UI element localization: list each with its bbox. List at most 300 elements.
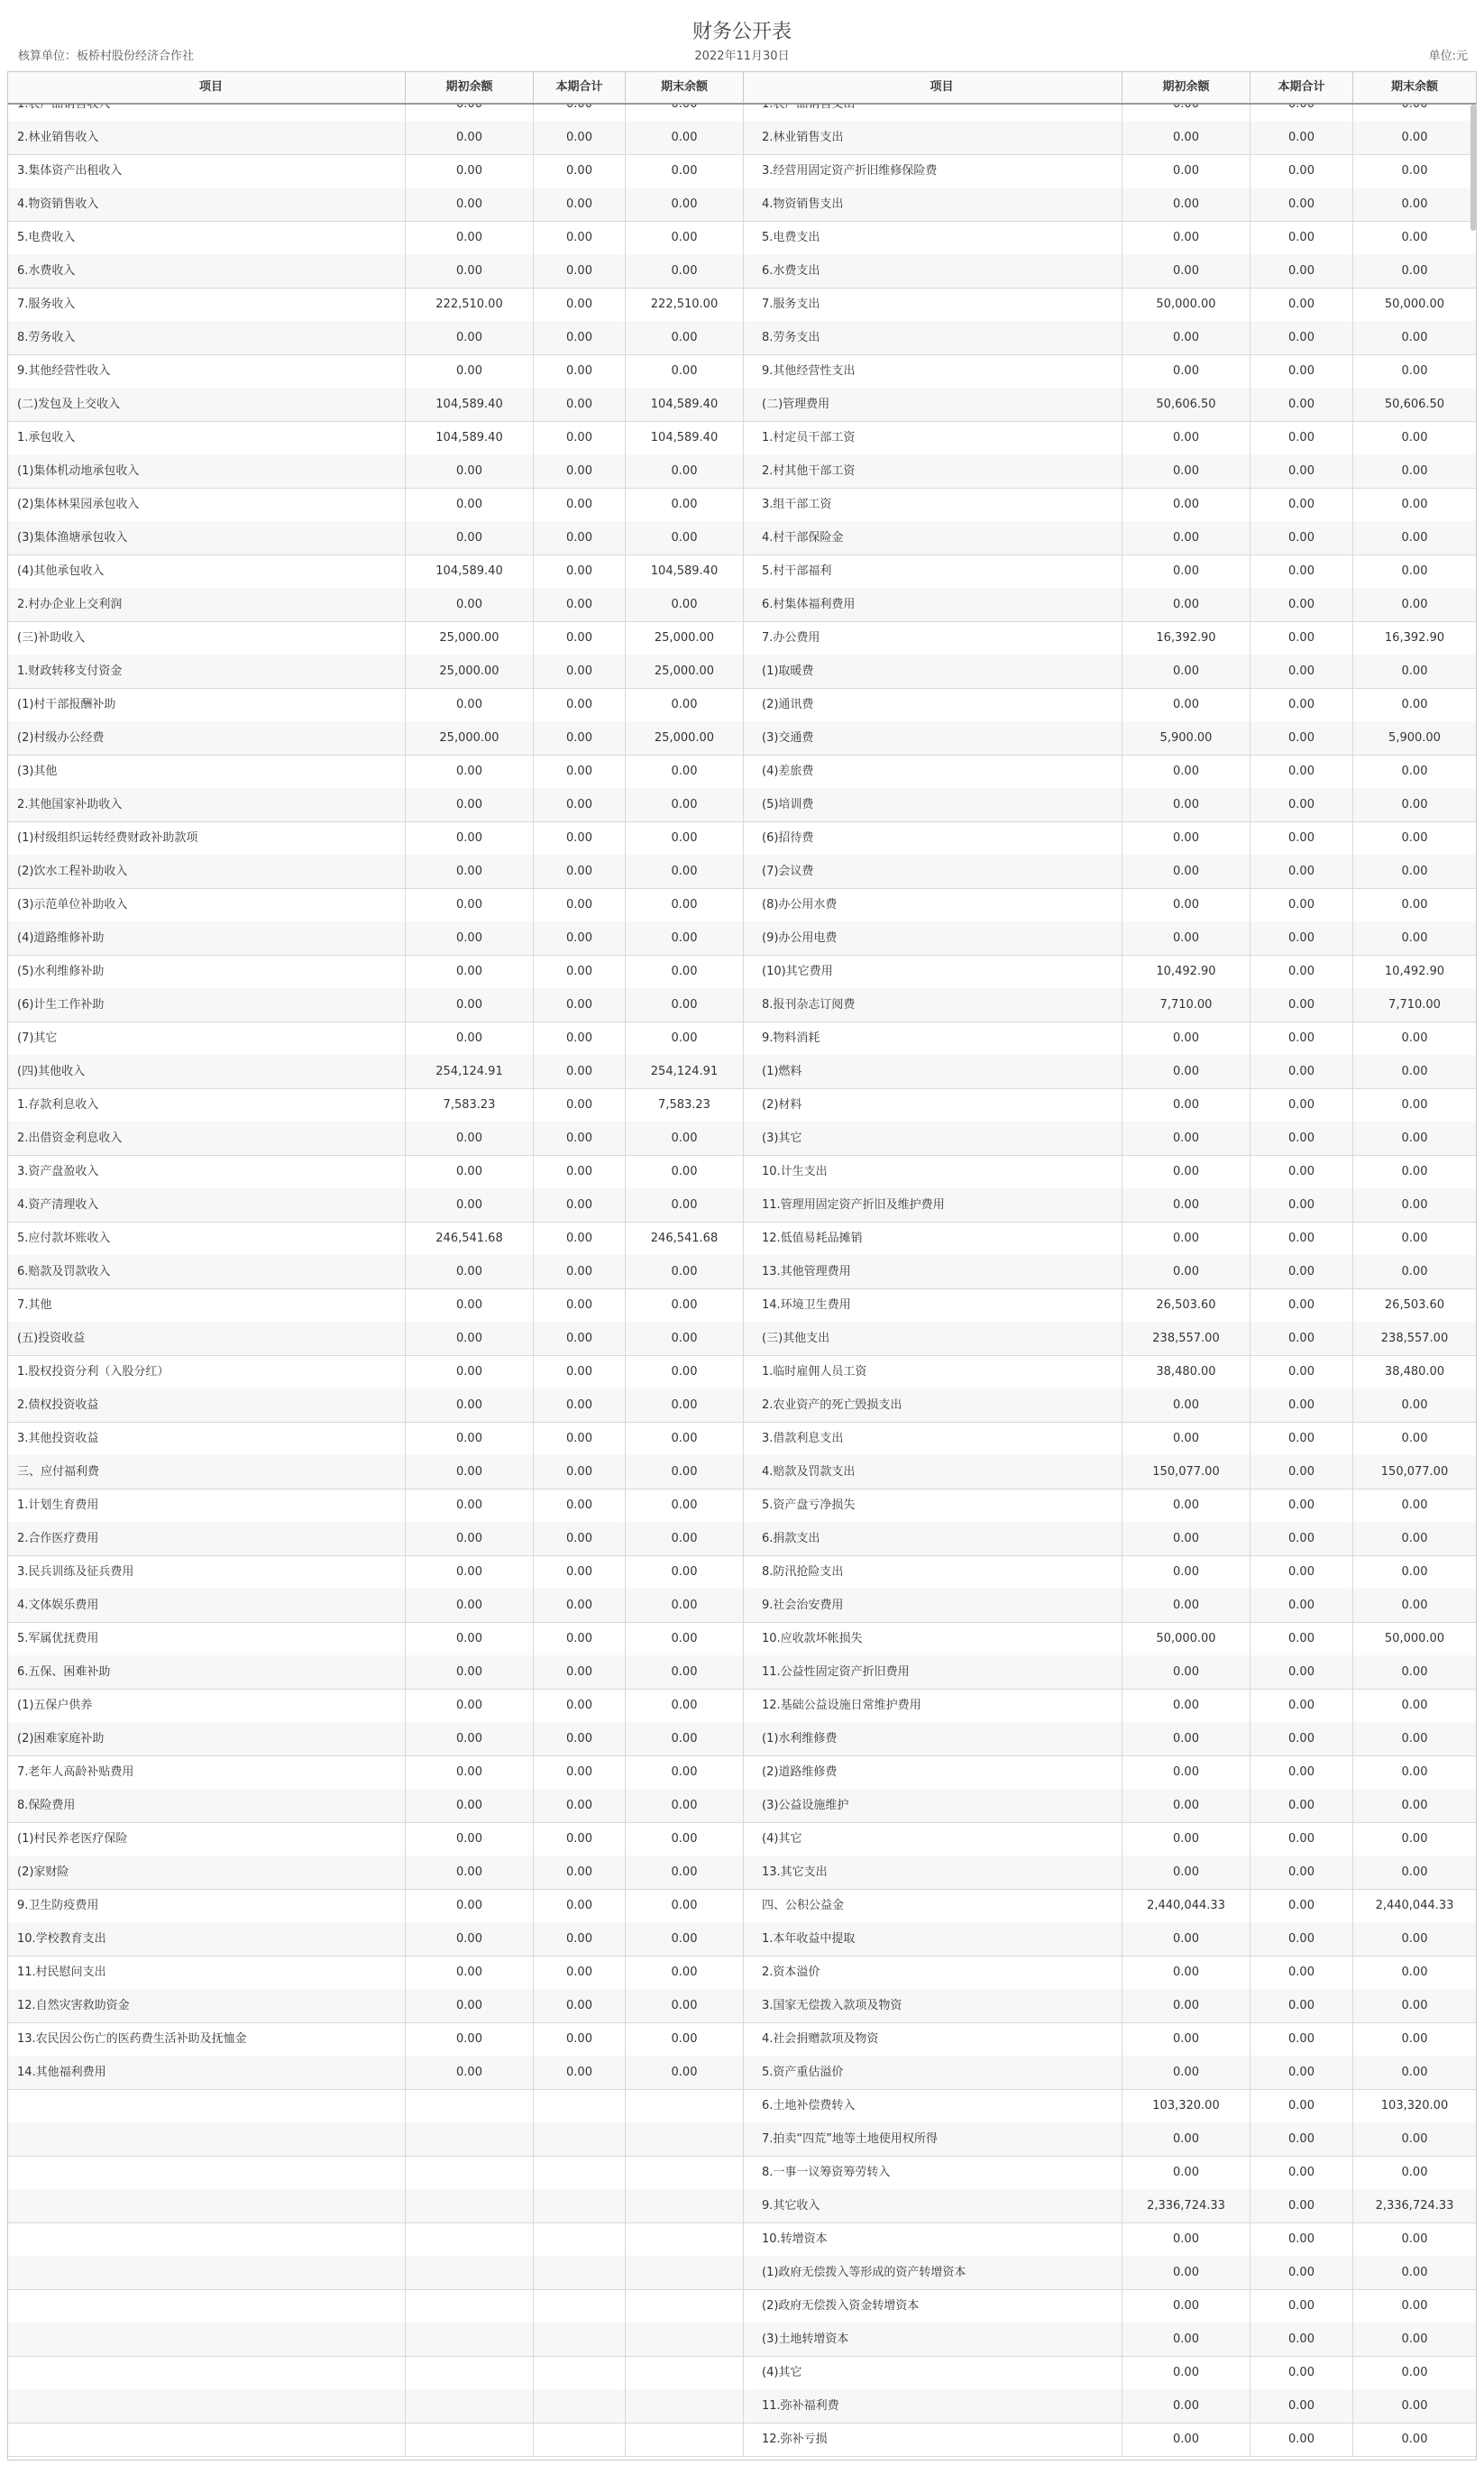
cell-opening-right: 0.00 — [1122, 2222, 1250, 2256]
cell-item-left: 3.其他投资收益 — [8, 1422, 406, 1455]
cell-item-left: 12.自然灾害救助资金 — [8, 1989, 406, 2022]
cell-item-right: 2.林业销售支出 — [744, 121, 1122, 154]
cell-item-left: 9.其他经营性收入 — [8, 354, 406, 388]
cell-closing-right: 0.00 — [1401, 2166, 1428, 2179]
cell-period-left: 0.00 — [534, 955, 626, 988]
cell-opening-left — [406, 2389, 534, 2423]
cell-period-left: 0.00 — [534, 1022, 626, 1055]
cell-period-right: 0.00 — [1250, 588, 1353, 621]
cell-period-left: 0.00 — [534, 721, 626, 755]
cell-closing-right: 0.00 — [1401, 564, 1428, 578]
cell-opening-right: 0.00 — [1122, 1522, 1250, 1555]
cell-opening-right: 0.00 — [1122, 788, 1250, 821]
cell-closing-right: 38,480.00 — [1384, 1365, 1445, 1379]
table-row[interactable] — [8, 354, 1476, 389]
cell-item-right: 2.资本溢价 — [744, 1956, 1122, 1989]
cell-period-right: 0.00 — [1250, 1422, 1353, 1455]
table-row[interactable] — [8, 2356, 1476, 2390]
cell-closing-left: 7,583.23 — [626, 1088, 744, 1122]
cell-period-left: 0.00 — [534, 1956, 626, 1989]
header-period-left[interactable]: 本期合计 — [534, 72, 626, 103]
cell-item-right: 9.社会治安费用 — [744, 1589, 1122, 1622]
cell-opening-left: 0.00 — [406, 221, 534, 254]
cell-opening-left: 0.00 — [406, 1422, 534, 1455]
table-row[interactable] — [8, 1489, 1476, 1523]
cell-period-left: 0.00 — [534, 1755, 626, 1789]
cell-item-left — [8, 2089, 406, 2122]
cell-period-left: 0.00 — [534, 1722, 626, 1755]
cell-closing-left — [626, 2156, 744, 2189]
cell-closing-left: 0.00 — [626, 1889, 744, 1922]
cell-item-right: (5)培训费 — [744, 788, 1122, 821]
cell-item-left: 1.承包收入 — [8, 421, 406, 454]
cell-period-right: 0.00 — [1250, 1755, 1353, 1789]
cell-item-left: (1)村级组织运转经费财政补助款项 — [8, 821, 406, 855]
cell-period-left: 0.00 — [534, 1188, 626, 1222]
cell-item-left: 7.服务收入 — [8, 288, 406, 321]
cell-period-left: 0.00 — [534, 1922, 626, 1956]
table-row[interactable] — [8, 721, 1476, 756]
cell-period-right: 0.00 — [1250, 921, 1353, 955]
cell-item-right: 3.国家无偿拨入款项及物资 — [744, 1989, 1122, 2022]
cell-period-left: 0.00 — [534, 321, 626, 354]
table-row[interactable] — [8, 454, 1476, 489]
cell-period-right: 0.00 — [1250, 421, 1353, 454]
cell-opening-left: 0.00 — [406, 588, 534, 621]
cell-period-left: 0.00 — [534, 421, 626, 454]
cell-opening-right: 0.00 — [1122, 921, 1250, 955]
cell-opening-right: 0.00 — [1122, 1489, 1250, 1522]
cell-period-right: 0.00 — [1250, 1055, 1353, 1088]
cell-closing-left: 0.00 — [626, 188, 744, 221]
table-header — [8, 72, 1476, 105]
finance-table[interactable] — [7, 71, 1477, 2460]
cell-opening-right: 2,440,044.33 — [1122, 1889, 1250, 1922]
cell-item-right: 8.防汛抢险支出 — [744, 1555, 1122, 1589]
cell-closing-left: 0.00 — [626, 1355, 744, 1388]
cell-closing-left: 0.00 — [626, 855, 744, 888]
cell-item-right: 1.临时雇佣人员工资 — [744, 1355, 1122, 1388]
cell-period-left: 0.00 — [534, 1322, 626, 1355]
cell-closing-right: 0.00 — [1401, 231, 1428, 244]
table-row[interactable] — [8, 521, 1476, 555]
cell-closing-right: 0.00 — [1401, 1265, 1428, 1278]
cell-opening-left: 0.00 — [406, 1755, 534, 1789]
table-row[interactable] — [8, 1155, 1476, 1189]
table-row[interactable] — [8, 2189, 1476, 2223]
cell-opening-right: 0.00 — [1122, 1122, 1250, 1155]
cell-opening-right: 0.00 — [1122, 488, 1250, 521]
cell-closing-left: 222,510.00 — [626, 288, 744, 321]
table-row[interactable] — [8, 2423, 1476, 2457]
cell-item-right: (1)取暖费 — [744, 655, 1122, 688]
cell-closing-left: 0.00 — [626, 1622, 744, 1655]
cell-closing-left: 0.00 — [626, 988, 744, 1022]
cell-item-left: 1.计划生育费用 — [8, 1489, 406, 1522]
cell-closing-right: 0.00 — [1401, 2132, 1428, 2146]
cell-item-right: 2.村其他干部工资 — [744, 454, 1122, 488]
table-row[interactable] — [8, 221, 1476, 255]
cell-period-right: 0.00 — [1250, 2389, 1353, 2423]
cell-item-left: 5.应付款坏账收入 — [8, 1222, 406, 1255]
cell-period-left: 0.00 — [534, 1155, 626, 1188]
cell-period-left: 0.00 — [534, 888, 626, 921]
cell-closing-right: 150,077.00 — [1380, 1465, 1449, 1479]
table-row[interactable] — [8, 1755, 1476, 1790]
cell-period-right: 0.00 — [1250, 2156, 1353, 2189]
table-row[interactable] — [8, 588, 1476, 622]
table-row[interactable] — [8, 1822, 1476, 1856]
cell-opening-right: 10,492.90 — [1122, 955, 1250, 988]
cell-item-left: 10.学校教育支出 — [8, 1922, 406, 1956]
cell-opening-left — [406, 2122, 534, 2156]
table-row[interactable] — [8, 2256, 1476, 2290]
table-row[interactable] — [8, 1055, 1476, 1089]
cell-period-left — [534, 2389, 626, 2423]
cell-opening-left: 0.00 — [406, 1722, 534, 1755]
cell-opening-left: 0.00 — [406, 1822, 534, 1856]
cell-closing-right: 2,440,044.33 — [1375, 1899, 1454, 1912]
table-row[interactable] — [8, 154, 1476, 188]
cell-closing-right: 0.00 — [1401, 1065, 1428, 1078]
cell-period-left — [534, 2122, 626, 2156]
cell-item-right: (3)土地转增资本 — [744, 2323, 1122, 2356]
cell-item-left — [8, 2189, 406, 2222]
table-row[interactable] — [8, 1989, 1476, 2023]
cell-item-right: 11.公益性固定资产折旧费用 — [744, 1655, 1122, 1689]
vertical-scrollbar[interactable] — [1470, 105, 1476, 231]
cell-period-left — [534, 2222, 626, 2256]
cell-period-right: 0.00 — [1250, 1622, 1353, 1655]
cell-item-right: 8.报刊杂志订阅费 — [744, 988, 1122, 1022]
cell-closing-right: 0.00 — [1401, 264, 1428, 278]
cell-period-right: 0.00 — [1250, 1889, 1353, 1922]
header-item-left[interactable]: 项目 — [8, 72, 406, 103]
table-row[interactable] — [8, 655, 1476, 689]
table-row[interactable] — [8, 788, 1476, 822]
cell-item-right: 4.物资销售支出 — [744, 188, 1122, 221]
cell-opening-right: 0.00 — [1122, 421, 1250, 454]
cell-closing-left: 0.00 — [626, 321, 744, 354]
cell-item-left: 6.五保、困难补助 — [8, 1655, 406, 1689]
cell-period-left: 0.00 — [534, 188, 626, 221]
header-item-right[interactable]: 项目 — [744, 72, 1122, 103]
cell-item-right: (1)燃料 — [744, 1055, 1122, 1088]
cell-opening-left: 0.00 — [406, 2056, 534, 2089]
cell-opening-right: 150,077.00 — [1122, 1455, 1250, 1489]
cell-closing-left — [626, 2122, 744, 2156]
cell-closing-left: 0.00 — [626, 955, 744, 988]
cell-period-right: 0.00 — [1250, 121, 1353, 154]
cell-item-right: 6.水费支出 — [744, 254, 1122, 288]
cell-period-left: 0.00 — [534, 755, 626, 788]
header-opening-left[interactable]: 期初余额 — [406, 72, 534, 103]
cell-opening-right: 0.00 — [1122, 821, 1250, 855]
cell-period-left: 0.00 — [534, 1122, 626, 1155]
cell-period-right: 0.00 — [1250, 388, 1353, 421]
table-row[interactable] — [8, 988, 1476, 1022]
cell-closing-left: 0.00 — [626, 121, 744, 154]
cell-opening-left: 222,510.00 — [406, 288, 534, 321]
table-row[interactable] — [8, 2022, 1476, 2057]
table-row[interactable] — [8, 2289, 1476, 2323]
table-row[interactable] — [8, 288, 1476, 322]
cell-period-left: 0.00 — [534, 1255, 626, 1288]
cell-item-right: 2.农业资产的死亡毁损支出 — [744, 1388, 1122, 1422]
table-row[interactable] — [8, 1088, 1476, 1123]
cell-closing-right: 0.00 — [1401, 931, 1428, 945]
cell-closing-left: 0.00 — [626, 1989, 744, 2022]
table-row[interactable] — [8, 1388, 1476, 1423]
cell-period-right: 0.00 — [1250, 988, 1353, 1022]
cell-closing-right: 0.00 — [1401, 1098, 1428, 1112]
cell-closing-right: 238,557.00 — [1380, 1332, 1449, 1345]
cell-period-left — [534, 2156, 626, 2189]
cell-item-right: (三)其他支出 — [744, 1322, 1122, 1355]
table-row[interactable] — [8, 688, 1476, 722]
cell-closing-right: 5,900.00 — [1388, 731, 1441, 745]
cell-opening-left: 0.00 — [406, 1889, 534, 1922]
cell-opening-right: 0.00 — [1122, 655, 1250, 688]
cell-period-left: 0.00 — [534, 488, 626, 521]
cell-closing-left — [626, 2356, 744, 2389]
cell-opening-left: 0.00 — [406, 1455, 534, 1489]
cell-closing-right: 0.00 — [1401, 1832, 1428, 1846]
cell-closing-left: 0.00 — [626, 1288, 744, 1322]
cell-opening-left: 0.00 — [406, 688, 534, 721]
cell-opening-left: 0.00 — [406, 1555, 534, 1589]
table-row[interactable] — [8, 1455, 1476, 1489]
cell-closing-right: 0.00 — [1401, 898, 1428, 912]
cell-period-right: 0.00 — [1250, 1122, 1353, 1155]
cell-item-left: 2.村办企业上交利润 — [8, 588, 406, 621]
table-row[interactable] — [8, 2156, 1476, 2190]
table-row[interactable] — [8, 1856, 1476, 1890]
page-title: 财务公开表 — [692, 21, 792, 43]
cell-closing-left: 0.00 — [626, 1922, 744, 1956]
cell-opening-left: 0.00 — [406, 988, 534, 1022]
cell-opening-right: 0.00 — [1122, 521, 1250, 554]
cell-item-left: 3.资产盘盈收入 — [8, 1155, 406, 1188]
table-row[interactable] — [8, 1622, 1476, 1656]
table-row[interactable] — [8, 421, 1476, 455]
cell-opening-left: 0.00 — [406, 1655, 534, 1689]
table-row[interactable] — [8, 955, 1476, 989]
cell-opening-right: 0.00 — [1122, 2022, 1250, 2056]
cell-closing-left: 254,124.91 — [626, 1055, 744, 1088]
cell-closing-right: 0.00 — [1401, 1432, 1428, 1445]
cell-closing-right: 0.00 — [1401, 1999, 1428, 2012]
cell-item-right: 3.组干部工资 — [744, 488, 1122, 521]
table-row[interactable] — [8, 1555, 1476, 1590]
cell-item-left: 14.其他福利费用 — [8, 2056, 406, 2089]
table-row[interactable] — [8, 488, 1476, 522]
cell-item-right: (8)办公用水费 — [744, 888, 1122, 921]
table-row[interactable] — [8, 1188, 1476, 1223]
cell-period-left: 0.00 — [534, 1789, 626, 1822]
table-row[interactable] — [8, 1122, 1476, 1156]
table-row[interactable] — [8, 388, 1476, 422]
table-row[interactable] — [8, 1922, 1476, 1956]
cell-period-left: 0.00 — [534, 855, 626, 888]
cell-opening-left: 246,541.68 — [406, 1222, 534, 1255]
table-row[interactable] — [8, 921, 1476, 956]
cell-closing-left: 0.00 — [626, 1255, 744, 1288]
cell-item-right: 5.电费支出 — [744, 221, 1122, 254]
header-period-right[interactable]: 本期合计 — [1250, 72, 1353, 103]
table-row[interactable] — [8, 888, 1476, 922]
cell-opening-right: 2,336,724.33 — [1122, 2189, 1250, 2222]
cell-item-right: 5.资产重估溢价 — [744, 2056, 1122, 2089]
table-row[interactable] — [8, 1589, 1476, 1623]
cell-item-right: (1)政府无偿拨入等形成的资产转增资本 — [744, 2256, 1122, 2289]
table-row[interactable] — [8, 821, 1476, 856]
table-row[interactable] — [8, 1956, 1476, 1990]
cell-item-left: 4.文体娱乐费用 — [8, 1589, 406, 1622]
cell-closing-left: 104,589.40 — [626, 421, 744, 454]
cell-item-left: 13.农民因公伤亡的医药费生活补助及抚恤金 — [8, 2022, 406, 2056]
cell-period-right: 0.00 — [1250, 2323, 1353, 2356]
table-row[interactable] — [8, 1689, 1476, 1723]
cell-closing-left: 0.00 — [626, 1722, 744, 1755]
cell-opening-right: 0.00 — [1122, 154, 1250, 188]
cell-closing-right: 0.00 — [1401, 2032, 1428, 2046]
table-row[interactable] — [8, 1355, 1476, 1389]
cell-item-right: (3)交通费 — [744, 721, 1122, 755]
table-row[interactable] — [8, 554, 1476, 589]
cell-period-left: 0.00 — [534, 1856, 626, 1889]
cell-period-right: 0.00 — [1250, 1956, 1353, 1989]
cell-closing-right: 0.00 — [1401, 765, 1428, 778]
cell-item-right: 10.计生支出 — [744, 1155, 1122, 1188]
table-row[interactable] — [8, 2056, 1476, 2090]
cell-opening-left: 0.00 — [406, 888, 534, 921]
table-row[interactable] — [8, 1255, 1476, 1289]
cell-period-right: 0.00 — [1250, 2022, 1353, 2056]
table-row[interactable] — [8, 1288, 1476, 1323]
cell-opening-left: 0.00 — [406, 755, 534, 788]
cell-period-right: 0.00 — [1250, 1789, 1353, 1822]
table-row[interactable] — [8, 2389, 1476, 2424]
cell-period-right: 0.00 — [1250, 655, 1353, 688]
table-row[interactable] — [8, 1889, 1476, 1923]
cell-opening-right: 0.00 — [1122, 1555, 1250, 1589]
table-row[interactable] — [8, 1322, 1476, 1356]
cell-opening-right: 5,900.00 — [1122, 721, 1250, 755]
table-row[interactable] — [8, 1789, 1476, 1823]
cell-period-right: 0.00 — [1250, 788, 1353, 821]
cell-closing-right: 0.00 — [1401, 1132, 1428, 1145]
table-row[interactable] — [8, 2323, 1476, 2357]
header-closing-right[interactable]: 期末余额 — [1390, 80, 1438, 94]
table-row[interactable] — [8, 254, 1476, 289]
cell-opening-right: 0.00 — [1122, 188, 1250, 221]
cell-item-left: 2.债权投资收益 — [8, 1388, 406, 1422]
cell-period-right: 0.00 — [1250, 488, 1353, 521]
cell-item-left — [8, 2156, 406, 2189]
cell-period-right: 0.00 — [1250, 1155, 1353, 1188]
table-row[interactable] — [8, 1422, 1476, 1456]
cell-item-right: 10.应收款坏帐损失 — [744, 1622, 1122, 1655]
cell-opening-left: 104,589.40 — [406, 554, 534, 588]
cell-period-left: 0.00 — [534, 1889, 626, 1922]
cell-item-left — [8, 2356, 406, 2389]
cell-opening-left: 0.00 — [406, 1155, 534, 1188]
cell-period-left: 0.00 — [534, 154, 626, 188]
cell-period-left: 0.00 — [534, 1522, 626, 1555]
cell-period-left: 0.00 — [534, 921, 626, 955]
cell-period-right: 0.00 — [1250, 288, 1353, 321]
cell-item-right: 4.社会捐赠款项及物资 — [744, 2022, 1122, 2056]
cell-item-right: 5.村干部福利 — [744, 554, 1122, 588]
cell-item-right: 13.其他管理费用 — [744, 1255, 1122, 1288]
table-row[interactable] — [8, 321, 1476, 355]
cell-item-left: (3)示范单位补助收入 — [8, 888, 406, 921]
cell-item-left — [8, 2122, 406, 2156]
cell-opening-left: 254,124.91 — [406, 1055, 534, 1088]
cell-item-left: (二)发包及上交收入 — [8, 388, 406, 421]
cell-period-right: 0.00 — [1250, 1489, 1353, 1522]
cell-item-left: 2.出借资金利息收入 — [8, 1122, 406, 1155]
cell-closing-left: 0.00 — [626, 354, 744, 388]
table-row[interactable] — [8, 755, 1476, 789]
cell-closing-right: 0.00 — [1401, 2399, 1428, 2413]
cell-item-right: 1.本年收益中提取 — [744, 1922, 1122, 1956]
cell-closing-right: 7,710.00 — [1388, 998, 1441, 1012]
cell-closing-left — [626, 2222, 744, 2256]
table-row[interactable] — [8, 855, 1476, 889]
cell-closing-right: 0.00 — [1401, 1699, 1428, 1712]
cell-opening-left: 0.00 — [406, 121, 534, 154]
cell-opening-left — [406, 2423, 534, 2456]
cell-item-left: 6.赔款及罚款收入 — [8, 1255, 406, 1288]
cell-period-left: 0.00 — [534, 688, 626, 721]
cell-item-right: 12.弥补亏损 — [744, 2423, 1122, 2456]
table-row[interactable] — [8, 1222, 1476, 1256]
table-row[interactable] — [8, 2089, 1476, 2123]
cell-item-right: 7.服务支出 — [744, 288, 1122, 321]
cell-closing-right: 0.00 — [1401, 2232, 1428, 2246]
table-row[interactable] — [8, 621, 1476, 655]
cell-period-left: 0.00 — [534, 1422, 626, 1455]
cell-item-right: (4)其它 — [744, 1822, 1122, 1856]
table-row[interactable] — [8, 1522, 1476, 1556]
cell-period-right: 0.00 — [1250, 1655, 1353, 1689]
cell-closing-left: 0.00 — [626, 1522, 744, 1555]
cell-period-left — [534, 2089, 626, 2122]
cell-closing-right: 0.00 — [1401, 197, 1428, 211]
table-row[interactable] — [8, 2122, 1476, 2157]
header-closing-left[interactable]: 期末余额 — [626, 72, 744, 103]
table-row[interactable] — [8, 2222, 1476, 2257]
table-row[interactable] — [8, 1655, 1476, 1690]
cell-item-right: (2)政府无偿拨入资金转增资本 — [744, 2289, 1122, 2323]
cell-item-right: 11.弥补福利费 — [744, 2389, 1122, 2423]
table-row[interactable] — [8, 188, 1476, 222]
cell-closing-right: 0.00 — [1401, 1532, 1428, 1545]
cell-opening-left: 0.00 — [406, 454, 534, 488]
table-row[interactable] — [8, 1722, 1476, 1756]
header-opening-right[interactable]: 期初余额 — [1122, 72, 1250, 103]
cell-closing-right: 2,336,724.33 — [1375, 2199, 1454, 2213]
cell-period-right: 0.00 — [1250, 955, 1353, 988]
cell-closing-left: 0.00 — [626, 921, 744, 955]
cell-item-left: (1)五保户供养 — [8, 1689, 406, 1722]
cell-item-right: (4)差旅费 — [744, 755, 1122, 788]
table-row[interactable] — [8, 121, 1476, 155]
table-row[interactable] — [8, 1022, 1476, 1056]
cell-item-left: 2.其他国家补助收入 — [8, 788, 406, 821]
